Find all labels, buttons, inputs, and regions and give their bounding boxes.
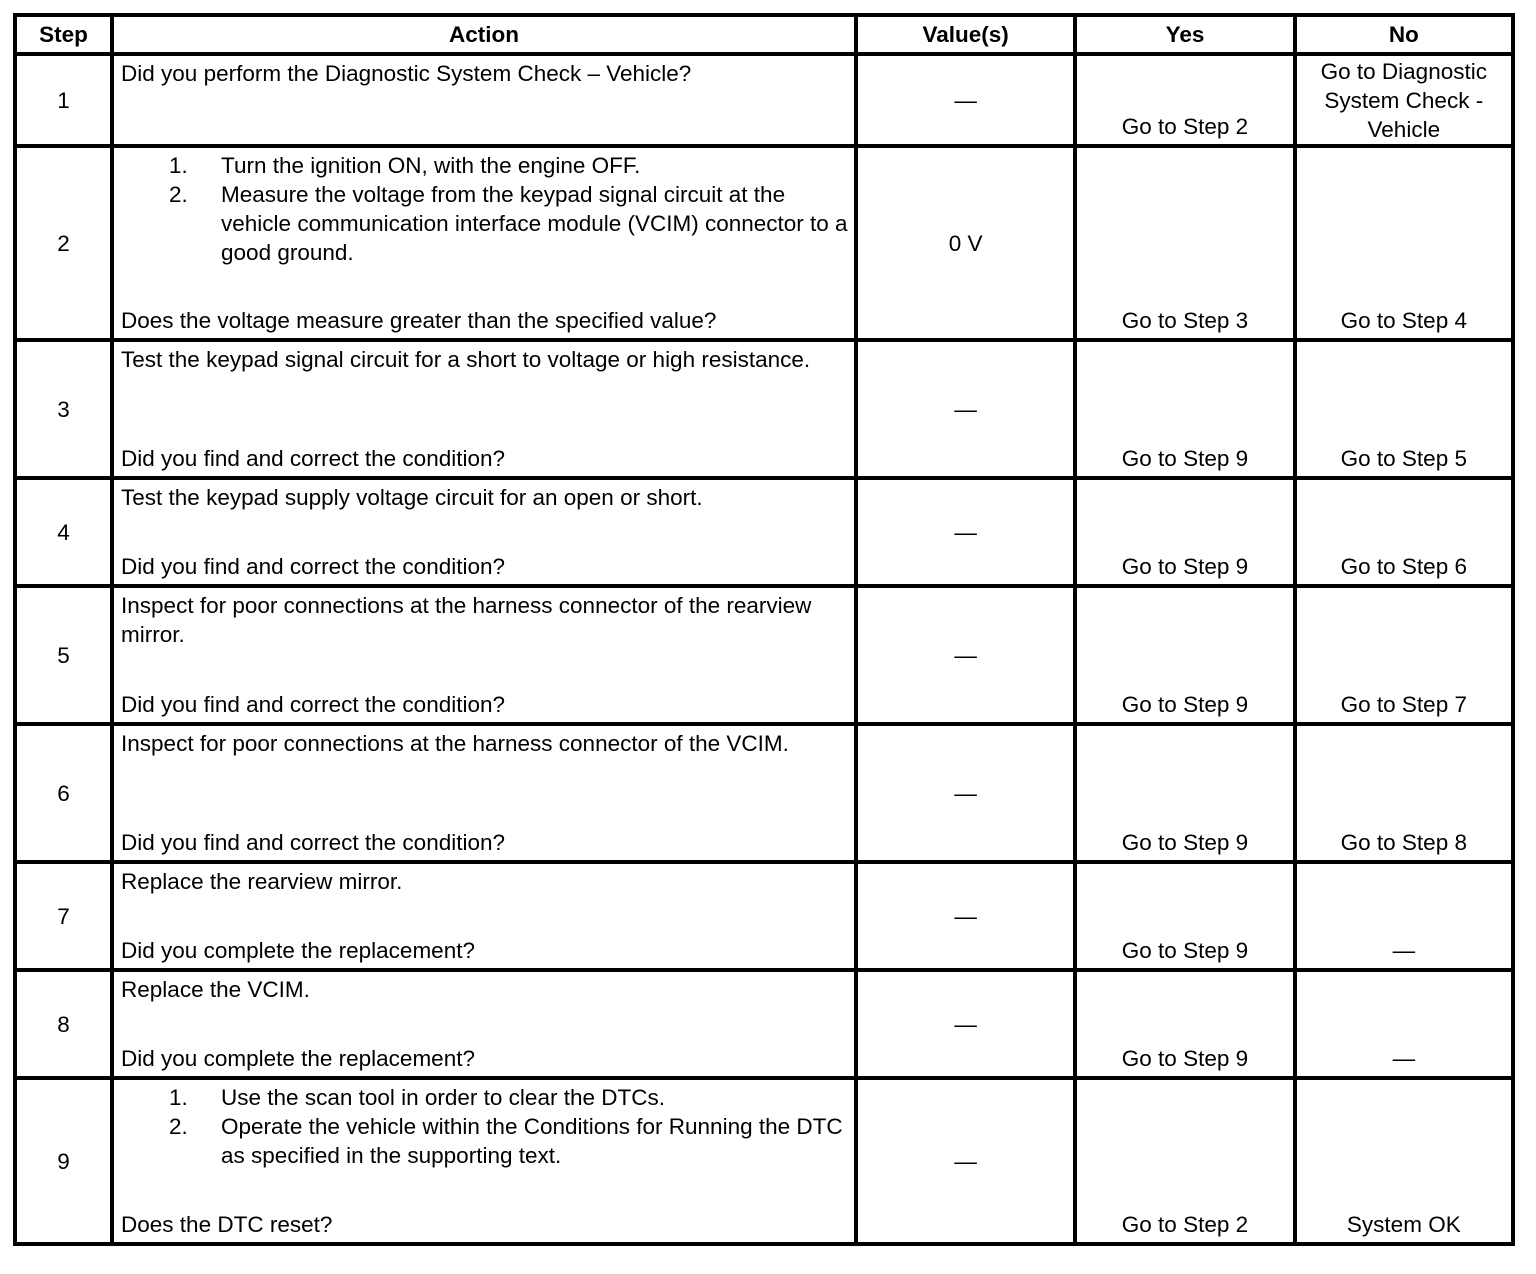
yes-cell: Go to Step 9 (1075, 340, 1294, 478)
action-cell (112, 586, 856, 724)
value-cell: — (856, 54, 1075, 146)
table-row (15, 586, 1513, 724)
yes-cell: Go to Step 9 (1075, 478, 1294, 586)
header-step: Step (15, 15, 112, 54)
action-question: Did you find and correct the condition? (121, 692, 506, 717)
yes-cell: Go to Step 9 (1075, 862, 1294, 970)
list-item: 2. Operate the vehicle within the Conditions for Running the DTC as specified in the supporting text. (169, 1114, 843, 1168)
table-row (15, 54, 1513, 146)
action-question: Did you find and correct the condition? (121, 830, 506, 855)
action-text: Inspect for poor connections at the harness connector of the VCIM. (121, 731, 789, 756)
action-text: Test the keypad supply voltage circuit for an open or short. (121, 485, 703, 510)
table-row (15, 340, 1513, 478)
list-item: 1. Use the scan tool in order to clear the DTCs. (169, 1085, 665, 1110)
action-question: Did you complete the replacement? (121, 1046, 475, 1071)
yes-cell: Go to Step 2 (1075, 1078, 1294, 1244)
action-question: Did you find and correct the condition? (121, 554, 506, 579)
value-cell: — (856, 970, 1075, 1078)
table-row (15, 970, 1513, 1078)
action-cell (112, 970, 856, 1078)
action-question: Does the DTC reset? (121, 1212, 333, 1237)
value-cell: — (856, 862, 1075, 970)
action-text: Replace the VCIM. (121, 977, 310, 1002)
table-row (15, 862, 1513, 970)
no-cell: — (1295, 970, 1513, 1078)
no-cell: Go to Step 8 (1295, 724, 1513, 862)
list-number: 1. (169, 153, 188, 178)
action-text: Replace the rearview mirror. (121, 869, 403, 894)
list-item: 1. Turn the ignition ON, with the engine OFF. (169, 153, 641, 178)
value-cell: — (856, 478, 1075, 586)
header-no: No (1295, 15, 1513, 54)
list-item: 2. Measure the voltage from the keypad signal circuit at the vehicle communication interface module (VCIM) connector to a good ground. (169, 182, 848, 265)
diagnostic-table (13, 13, 1515, 1246)
action-list (121, 151, 848, 267)
action-text: Test the keypad signal circuit for a short to voltage or high resistance. (121, 347, 811, 372)
no-cell: Go to Step 4 (1295, 146, 1513, 340)
action-cell (112, 862, 856, 970)
table-row (15, 724, 1513, 862)
action-cell (112, 1078, 856, 1244)
header-action: Action (112, 15, 856, 54)
action-question: Did you find and correct the condition? (121, 446, 506, 471)
no-cell: Go to Step 6 (1295, 478, 1513, 586)
step-number: 5 (15, 586, 112, 724)
action-question: Did you complete the replacement? (121, 938, 475, 963)
no-cell: Go to Diagnostic System Check - Vehicle (1295, 54, 1513, 146)
yes-cell: Go to Step 2 (1075, 54, 1294, 146)
no-cell: System OK (1295, 1078, 1513, 1244)
step-number: 6 (15, 724, 112, 862)
step-number: 8 (15, 970, 112, 1078)
header-values: Value(s) (856, 15, 1075, 54)
table-row (15, 478, 1513, 586)
value-cell: — (856, 586, 1075, 724)
action-text: Did you perform the Diagnostic System Check – Vehicle? (121, 61, 692, 86)
action-text: Inspect for poor connections at the harness connector of the rearview mirror. (121, 593, 812, 647)
step-number: 3 (15, 340, 112, 478)
yes-cell: Go to Step 9 (1075, 970, 1294, 1078)
header-row (15, 15, 1513, 54)
yes-cell: Go to Step 3 (1075, 146, 1294, 340)
list-number: 1. (169, 1085, 188, 1110)
step-number: 9 (15, 1078, 112, 1244)
no-cell: Go to Step 7 (1295, 586, 1513, 724)
action-cell (112, 340, 856, 478)
yes-cell: Go to Step 9 (1075, 586, 1294, 724)
table-row (15, 146, 1513, 340)
header-yes: Yes (1075, 15, 1294, 54)
value-cell: — (856, 1078, 1075, 1244)
step-number: 2 (15, 146, 112, 340)
action-question: Does the voltage measure greater than the specified value? (121, 308, 717, 333)
action-cell (112, 478, 856, 586)
no-cell: — (1295, 862, 1513, 970)
list-number: 2. (169, 1114, 188, 1139)
yes-cell: Go to Step 9 (1075, 724, 1294, 862)
step-number: 4 (15, 478, 112, 586)
no-cell: Go to Step 5 (1295, 340, 1513, 478)
action-list (121, 1083, 848, 1170)
value-cell: 0 V (856, 146, 1075, 340)
step-number: 1 (15, 54, 112, 146)
value-cell: — (856, 724, 1075, 862)
value-cell: — (856, 340, 1075, 478)
action-cell (112, 54, 856, 146)
list-number: 2. (169, 182, 188, 207)
action-cell (112, 724, 856, 862)
table-row (15, 1078, 1513, 1244)
action-cell (112, 146, 856, 340)
step-number: 7 (15, 862, 112, 970)
